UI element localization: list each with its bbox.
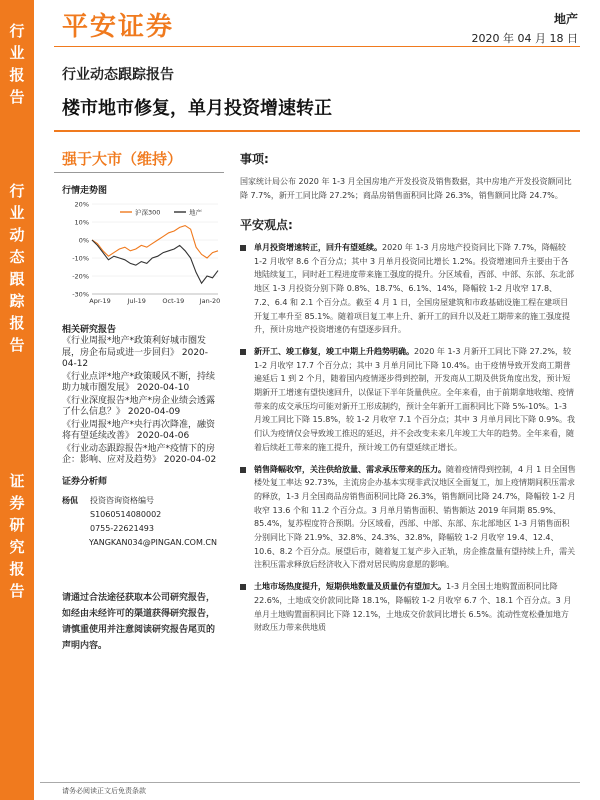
viewpoint-item <box>240 580 576 635</box>
related-research-heading: 相关研究报告 <box>62 325 117 335</box>
viewpoint-item <box>240 241 576 337</box>
viewpoint-text: 2020 年 1-3 月新开工同比下降 27.2%，较 1-2 月收窄 17.7 个百分点；其中 3 月单月同比下降 10.4%。由于疫情导致开发商工期普遍延后 1 到 2 个月，随着国内疫情逐步得到控制，开发商从工期及供货角度出发，预计短期新开工增速有望快速回升，以保证下半年货量供应。全年来看，由于前期拿地收缩、疫情带来的成交承压均可能对新开工形成制约，预计全年新开工面积同比下降 5%-10%。1-3 月竣工同比下降 15.8%，较 1-2 月收窄 7.1 个百分点；其中 3 月单月同比下降 0.9%。我们认为疫情仅会导致竣工推迟的延迟，并不会改变未来几年竣工大年的趋势。全年来看，随着后续赶工带来的施工提升，预计竣工仍有望延续正增长。 <box>254 346 575 452</box>
chart-legend-label: 地产 <box>189 208 202 217</box>
sidebar-char: 告 <box>9 336 25 354</box>
sidebar-label-tracking-report <box>0 180 34 356</box>
footer-divider <box>40 782 580 783</box>
related-research-item[interactable]: 《行业周报*地产*央行再次降准，融资将有望延续改善》 2020-04-06 <box>62 419 216 441</box>
chart-heading: 行情走势图 <box>62 186 108 196</box>
events-title: 事项: <box>240 152 269 166</box>
analyst-heading: 证券分析师 <box>62 477 108 487</box>
bullet-square-icon <box>240 245 246 251</box>
sidebar-char: 报 <box>9 560 25 578</box>
chart-y-tick-label: -20% <box>72 272 89 281</box>
related-research-item[interactable]: 《行业周报*地产*政策利好城市圈发展，房企布局或进一步回归》 2020-04-12 <box>62 336 209 369</box>
chart-y-tick-label: -30% <box>72 290 89 299</box>
viewpoint-text: 2020 年 1-3 月房地产投资同比下降 7.7%，降幅较 1-2 月收窄 8.6 个百分点；其中 3 月单月投资同比增长 1.2%。投资增速回升主要由于各地陆续复工，同时赶工程进度带来施工强度的提升。分区域看，西部、中部、东部、东北部地区 1-3 月投资分别下降 0.8%、18.7%、6.1%、14%，降幅较 1-2 月收窄 17.8、7.2、6.4 和 2.1 个百分点。截至 4 月 1 日，全国房屋建筑和市政基础设施工程在建项目开复工率升至 85.1%。随着项目复工率上升、新开工的回升以及赶工期带来的施工强度提升，预计房地产投资增速仍有望逐步回升。 <box>254 243 574 335</box>
analyst-license: S1060514080002 <box>90 510 162 519</box>
chart-legend-label: 沪深300 <box>135 208 161 217</box>
sidebar-char: 行 <box>9 182 25 200</box>
bullet-square-icon <box>240 349 246 355</box>
related-research-list <box>62 336 217 468</box>
bullet-square-icon <box>240 584 246 590</box>
sidebar-char: 跟 <box>9 270 25 288</box>
report-date: 2020 年 04 月 18 日 <box>471 32 578 45</box>
footer-text: 请务必阅读正文后免责条款 <box>62 787 146 795</box>
viewpoint-heading: 土地市场热度提升，短期供地数量及质量仍有望加大。 <box>254 582 446 592</box>
trend-chart-svg <box>62 196 222 308</box>
chart-y-tick-label: 20% <box>74 200 89 209</box>
chart-y-tick-label: 0% <box>78 236 89 245</box>
page-title: 楼市地市修复，单月投资增速转正 <box>62 98 332 119</box>
sidebar-char: 报 <box>9 66 25 84</box>
analyst-phone: 0755-22621493 <box>90 524 154 533</box>
viewpoint-heading: 单月投资增速转正，回升有望延续。 <box>254 243 382 252</box>
viewpoints-title: 平安观点: <box>240 218 293 232</box>
sidebar-char: 行 <box>9 22 25 40</box>
sidebar-label-research-report <box>0 470 34 602</box>
sidebar-char: 踪 <box>9 292 25 310</box>
viewpoint-item <box>240 345 576 455</box>
sidebar-char: 究 <box>9 538 25 556</box>
rating-badge: 强于大市（维持） <box>62 150 183 168</box>
sidebar-char: 态 <box>9 248 25 266</box>
analyst-role: 投资咨询资格编号 <box>90 496 154 505</box>
chart-y-tick-label: 10% <box>74 218 89 227</box>
viewpoints-list <box>240 241 576 635</box>
sidebar-char: 研 <box>9 516 25 534</box>
analyst-name: 杨侃 <box>62 496 78 505</box>
related-research-item[interactable]: 《行业深度报告*地产*房企业绩会透露了什么信息？》 2020-04-09 <box>62 395 216 417</box>
sidebar-char: 动 <box>9 226 25 244</box>
chart-y-tick-label: -10% <box>72 254 89 263</box>
disclaimer-text: 请通过合法途径获取本公司研究报告，如经由未经许可的渠道获得研究报告，请慎重使用并注意阅读研究报告尾页的声明内容。 <box>62 593 216 651</box>
analyst-email[interactable]: YANGKAN034@PINGAN.COM.CN <box>88 538 217 547</box>
trend-chart <box>62 196 222 308</box>
chart-x-tick-label: Apr-19 <box>89 297 111 305</box>
sidebar-char: 告 <box>9 88 25 106</box>
chart-series-line <box>92 240 218 283</box>
sidebar-char: 业 <box>9 204 25 222</box>
header-divider <box>54 46 580 47</box>
sidebar-char: 券 <box>9 494 25 512</box>
sidebar-char: 报 <box>9 314 25 332</box>
chart-x-tick-label: Jan-20 <box>199 297 221 305</box>
company-logo: 平安证券 <box>62 12 175 42</box>
events-text: 国家统计局公布 2020 年 1-3 月全国房地产开发投资及销售数据，其中房地产开发投资额同比降 7.7%，新开工同比降 27.2%；商品房销售面积同比降 26.3%，销售额同比降 24.7%。 <box>240 177 572 200</box>
sidebar-char: 业 <box>9 44 25 62</box>
viewpoint-text: 1-3 月全国土地购置面积同比降 22.6%，土地成交价款同比降 18.1%，降幅较 1-2 月收窄 6.7 个、18.1 个百分点。3 月单月土地购置面积同比下降 12.1%，土地成交价款同比增长 6.5%。流动性宽松叠加地方财政压力带来供地质 <box>254 582 572 633</box>
related-research-item[interactable]: 《行业点评*地产*政策暖风不断，持续助力城市圈发展》 2020-04-10 <box>62 371 216 393</box>
chart-x-tick-label: Jul-19 <box>127 297 146 305</box>
bullet-square-icon <box>240 467 246 473</box>
sidebar-band <box>0 0 34 800</box>
viewpoint-heading: 新开工、竣工修复，竣工中期上升趋势明确。 <box>254 346 414 356</box>
report-type: 行业动态跟踪报告 <box>62 67 174 83</box>
viewpoint-text: 随着疫情得到控制，4 月 1 日全国售楼处复工率达 92.73%，主流房企办基本实现非武汉地区全面复工，加上疫情期间积压需求的释放，1-3 月全国商品房销售面积同比降 26.3%，销售额同比降 24.7%，降幅较 1-2 月收窄 13.6 个和 11.2 个百分点。3 月单月销售面积、销售额达 2019 年同期 85.9%、85.4%，复苏程度符合预期。分区域看，西部、中部、东部、东北部地区 1-3 月销售面积分别同比下降 21.9%、32.8%、24.3%、32.8%，降幅较 1-2 月收窄 19.4、12.4、10.6、8.2 个百分点。展望后市，随着复工复产步入正轨，房企推盘量有望持续上升，需关注积压需求释放后经济收入下滑对居民购房意愿的影响。 <box>254 464 576 570</box>
title-divider <box>54 130 580 132</box>
chart-series-line <box>92 226 218 258</box>
main-content <box>240 150 576 643</box>
related-research-item[interactable]: 《行业动态跟踪报告*地产*疫情下的房企：影响、应对及趋势》 2020-04-02 <box>62 443 217 465</box>
sidebar-char: 证 <box>9 472 25 490</box>
sidebar-char: 告 <box>9 582 25 600</box>
sector-label: 地产 <box>553 12 578 26</box>
rating-divider <box>54 172 224 173</box>
chart-x-tick-label: Oct-19 <box>162 297 185 305</box>
viewpoint-item <box>240 463 576 573</box>
viewpoint-heading: 销售降幅收窄，关注供给放量、需求承压带来的压力。 <box>254 464 446 474</box>
sidebar-label-industry-report <box>0 20 34 108</box>
analyst-block <box>62 494 217 550</box>
